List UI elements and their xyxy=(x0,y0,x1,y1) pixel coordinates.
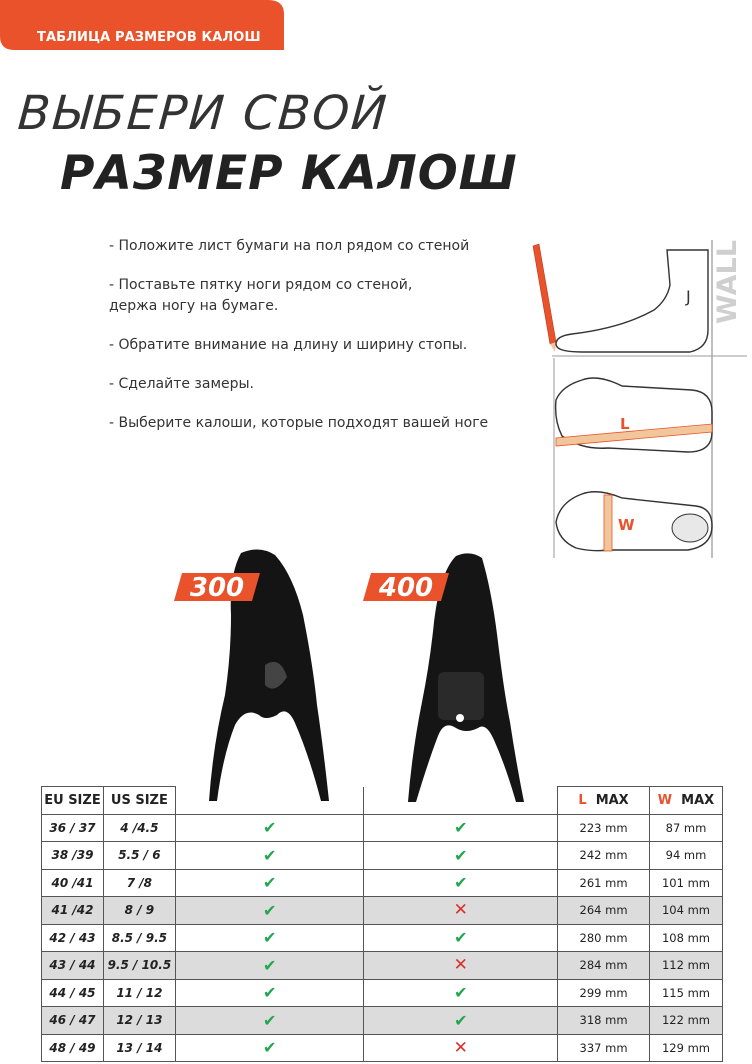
fit-300-cell xyxy=(175,814,364,842)
fit-400-cell xyxy=(364,952,558,980)
us-size-cell: 9.5 / 10.5 xyxy=(103,952,175,980)
size-table xyxy=(41,786,723,1062)
check-icon: ✔ xyxy=(262,1010,277,1030)
us-size-cell: 13 / 14 xyxy=(103,1034,175,1062)
eu-size-cell: 40 /41 xyxy=(42,869,104,897)
length-max-cell: 284 mm xyxy=(558,952,650,980)
width-max-cell: 122 mm xyxy=(649,1007,722,1035)
check-icon: ✔ xyxy=(262,873,277,893)
us-size-cell: 5.5 / 6 xyxy=(103,842,175,870)
table-header-row xyxy=(42,787,723,815)
page-title-line1: ВЫБЕРИ СВОЙ xyxy=(16,86,391,141)
table-row xyxy=(42,1034,723,1062)
check-icon: ✔ xyxy=(262,983,277,1003)
length-max-cell: 261 mm xyxy=(558,869,650,897)
width-max-cell: 108 mm xyxy=(649,924,722,952)
table-row xyxy=(42,952,723,980)
header-banner xyxy=(0,0,284,50)
length-max-cell: 223 mm xyxy=(558,814,650,842)
table-row xyxy=(42,979,723,1007)
fit-400-cell xyxy=(364,814,558,842)
fit-300-cell xyxy=(175,1007,364,1035)
length-max-cell: 318 mm xyxy=(558,1007,650,1035)
length-max-cell: 299 mm xyxy=(558,979,650,1007)
header-l-max xyxy=(558,787,650,815)
fit-300-cell xyxy=(175,1034,364,1062)
fit-400-cell xyxy=(364,897,558,925)
cross-icon: ✕ xyxy=(453,1037,468,1058)
width-ruler xyxy=(604,495,612,551)
length-ruler xyxy=(556,424,712,446)
fin-300-badge-text: 300 xyxy=(189,573,245,603)
us-size-cell: 8 / 9 xyxy=(103,897,175,925)
table-row xyxy=(42,1007,723,1035)
fit-400-cell xyxy=(364,1007,558,1035)
w-letter: W xyxy=(657,792,673,808)
check-icon: ✔ xyxy=(454,873,468,893)
eu-size-cell: 43 / 44 xyxy=(42,952,104,980)
instruction-item: - Сделайте замеры. xyxy=(109,376,255,392)
fit-300-cell xyxy=(175,924,364,952)
length-max-cell: 280 mm xyxy=(558,924,650,952)
us-size-cell: 8.5 / 9.5 xyxy=(103,924,175,952)
eu-size-cell: 48 / 49 xyxy=(42,1034,104,1062)
table-row xyxy=(42,869,723,897)
table-row xyxy=(42,924,723,952)
header-eu-size: EU SIZE xyxy=(42,787,104,815)
table-row xyxy=(42,897,723,925)
us-size-cell: 4 /4.5 xyxy=(103,814,175,842)
length-max-cell: 242 mm xyxy=(558,842,650,870)
width-label: W xyxy=(618,516,635,534)
check-icon: ✔ xyxy=(262,1038,277,1058)
fit-300-cell xyxy=(175,897,364,925)
eu-size-cell: 42 / 43 xyxy=(42,924,104,952)
header-w-max xyxy=(649,787,722,815)
check-icon: ✔ xyxy=(454,1010,468,1030)
cross-icon: ✕ xyxy=(453,955,468,976)
heel-hatch-icon xyxy=(672,514,708,542)
check-icon: ✔ xyxy=(454,928,468,948)
wall-label: WALL xyxy=(712,240,743,324)
us-size-cell: 7 /8 xyxy=(103,869,175,897)
fin-300-badge xyxy=(174,571,260,607)
banner-text: ТАБЛИЦА РАЗМЕРОВ КАЛОШ xyxy=(37,30,261,45)
length-max-cell: 264 mm xyxy=(558,897,650,925)
width-max-cell: 94 mm xyxy=(649,842,722,870)
check-icon: ✔ xyxy=(262,900,277,920)
eu-size-cell: 36 / 37 xyxy=(42,814,104,842)
badge-shape xyxy=(363,571,449,603)
eu-size-cell: 46 / 47 xyxy=(42,1007,104,1035)
l-max-text: MAX xyxy=(595,792,629,808)
cross-icon: ✕ xyxy=(453,900,468,921)
header-us-size: US SIZE xyxy=(103,787,175,815)
fin-400-badge xyxy=(363,571,449,607)
width-max-cell: 112 mm xyxy=(649,952,722,980)
check-icon: ✔ xyxy=(454,845,468,865)
badge-shape xyxy=(174,571,260,603)
check-icon: ✔ xyxy=(262,928,277,948)
table-row xyxy=(42,842,723,870)
fit-400-cell xyxy=(364,842,558,870)
l-letter: L xyxy=(578,792,587,808)
fit-300-cell xyxy=(175,979,364,1007)
table-row xyxy=(42,814,723,842)
fin-400-badge-text: 400 xyxy=(378,573,434,603)
width-max-cell: 101 mm xyxy=(649,869,722,897)
instruction-item: - Выберите калоши, которые подходят вашей ноге xyxy=(109,415,489,431)
header-model-400 xyxy=(364,787,558,815)
check-icon: ✔ xyxy=(262,955,277,975)
check-icon: ✔ xyxy=(454,818,468,838)
ankle-mark: J xyxy=(686,287,691,306)
width-max-cell: 129 mm xyxy=(649,1034,722,1062)
width-max-cell: 87 mm xyxy=(649,814,722,842)
us-size-cell: 12 / 13 xyxy=(103,1007,175,1035)
instruction-list xyxy=(109,236,519,452)
fit-300-cell xyxy=(175,952,364,980)
instruction-item: - Обратите внимание на длину и ширину стопы. xyxy=(109,337,468,353)
fit-300-cell xyxy=(175,842,364,870)
instruction-item: - Поставьте пятку ноги рядом со стеной, держа ногу на бумаге. xyxy=(109,277,413,314)
check-icon: ✔ xyxy=(262,818,277,838)
width-max-cell: 115 mm xyxy=(649,979,722,1007)
eu-size-cell: 41 /42 xyxy=(42,897,104,925)
fit-400-cell xyxy=(364,979,558,1007)
fit-400-cell xyxy=(364,1034,558,1062)
width-max-cell: 104 mm xyxy=(649,897,722,925)
length-max-cell: 337 mm xyxy=(558,1034,650,1062)
eu-size-cell: 44 / 45 xyxy=(42,979,104,1007)
length-label: L xyxy=(620,415,630,433)
pencil-icon xyxy=(533,244,556,352)
fit-400-cell xyxy=(364,869,558,897)
w-max-text: MAX xyxy=(681,792,715,808)
instruction-item: - Положите лист бумаги на пол рядом со стеной xyxy=(109,238,470,254)
header-model-300 xyxy=(175,787,364,815)
fit-400-cell xyxy=(364,924,558,952)
page-title-line2: РАЗМЕР КАЛОШ xyxy=(60,146,518,201)
eu-size-cell: 38 /39 xyxy=(42,842,104,870)
check-icon: ✔ xyxy=(262,845,277,865)
check-icon: ✔ xyxy=(454,983,468,1003)
foot-measurement-diagram xyxy=(522,240,747,565)
size-table-body xyxy=(42,814,723,1062)
fit-300-cell xyxy=(175,869,364,897)
us-size-cell: 11 / 12 xyxy=(103,979,175,1007)
